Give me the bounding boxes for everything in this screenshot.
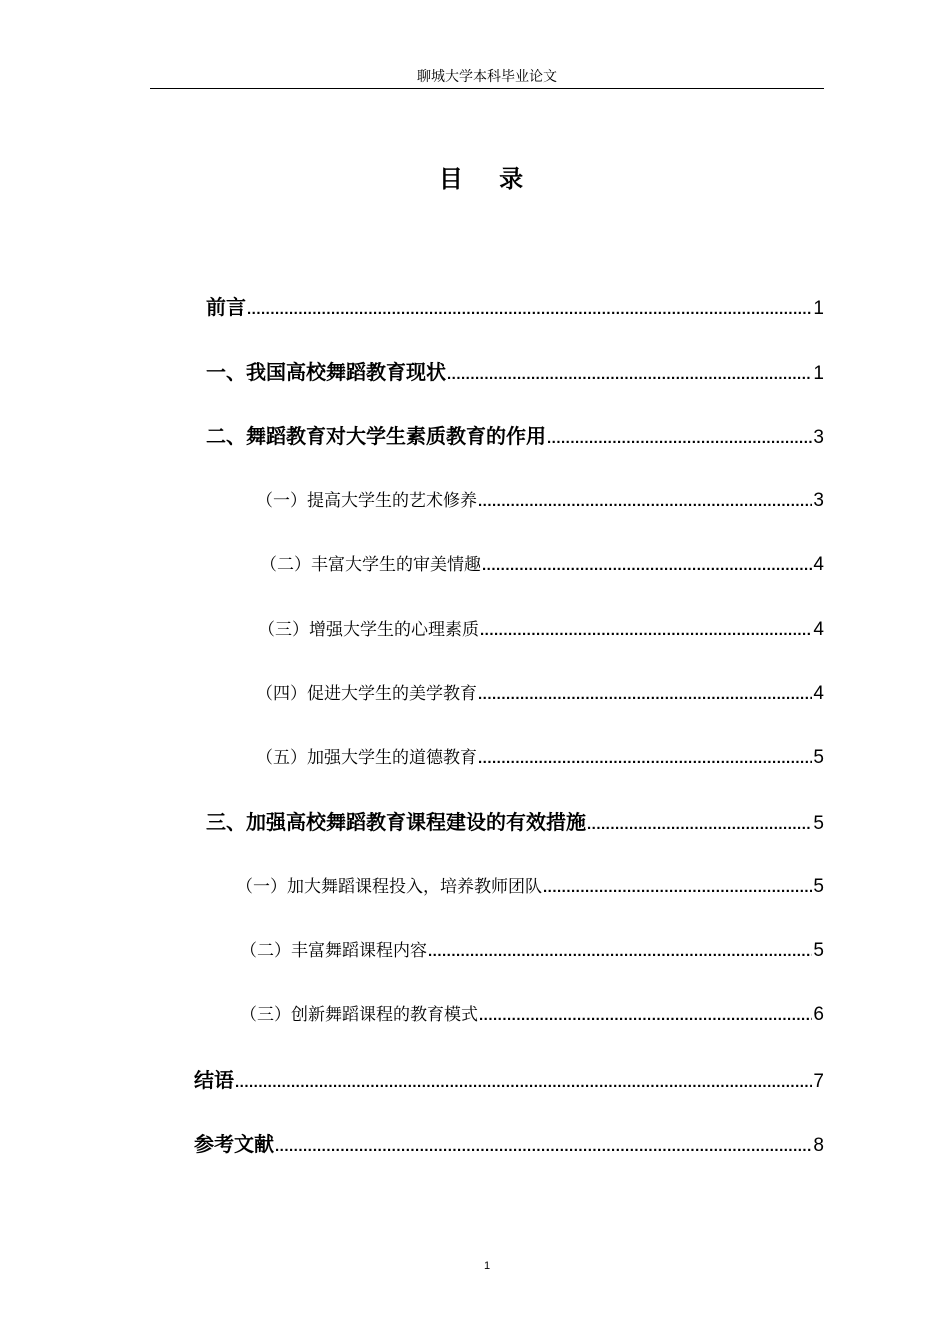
- dot-leader: [275, 1133, 812, 1161]
- toc-entry-chapter-2[interactable]: [206, 422, 824, 450]
- toc-entry-page: 5: [813, 940, 824, 961]
- dot-leader: [547, 425, 812, 453]
- toc-entry-label: （五）加强大学生的道德教育: [256, 748, 477, 768]
- toc-entry-label: （一）提高大学生的艺术修养: [256, 491, 477, 511]
- running-header: 聊城大学本科毕业论文: [417, 69, 557, 85]
- toc-entry-page: 8: [813, 1135, 824, 1156]
- dot-leader: [447, 361, 812, 389]
- toc-entry-section-2-4[interactable]: [256, 680, 824, 708]
- toc-entry-page: 4: [813, 554, 824, 575]
- dot-leader: [543, 874, 812, 902]
- toc-entry-chapter-3[interactable]: [206, 808, 824, 836]
- dot-leader: [480, 617, 812, 645]
- toc-entry-page: 1: [813, 298, 824, 319]
- toc-entry-conclusion[interactable]: [194, 1066, 824, 1094]
- toc-entry-section-2-3[interactable]: [258, 616, 824, 644]
- toc-entry-label: 结语: [194, 1068, 234, 1092]
- toc-entry-section-3-1[interactable]: [236, 873, 824, 901]
- dot-leader: [479, 1002, 812, 1030]
- toc-entry-label: 三、加强高校舞蹈教育课程建设的有效措施: [206, 810, 586, 834]
- toc-entry-page: 4: [813, 619, 824, 640]
- dot-leader: [478, 681, 812, 709]
- toc-entry-label: （三）增强大学生的心理素质: [258, 620, 479, 640]
- toc-entry-section-3-3[interactable]: [240, 1001, 824, 1029]
- toc-entry-label: （一）加大舞蹈课程投入，培养教师团队: [236, 877, 542, 897]
- toc-entry-page: 5: [813, 813, 824, 834]
- dot-leader: [235, 1069, 812, 1097]
- toc-entry-page: 5: [813, 747, 824, 768]
- dot-leader: [428, 938, 812, 966]
- toc-entry-label: （二）丰富大学生的审美情趣: [260, 555, 481, 575]
- toc-entry-section-3-2[interactable]: [240, 937, 824, 965]
- toc-entry-references[interactable]: [194, 1130, 824, 1158]
- toc-entry-page: 4: [813, 683, 824, 704]
- toc-entry-label: 二、舞蹈教育对大学生素质教育的作用: [206, 424, 546, 448]
- toc-entry-label: 前言: [206, 295, 246, 319]
- toc-entry-page: 3: [813, 490, 824, 511]
- toc-entry-page: 6: [813, 1004, 824, 1025]
- toc-entry-preface[interactable]: [206, 293, 824, 321]
- page-number: 1: [483, 1260, 491, 1272]
- dot-leader: [247, 296, 812, 324]
- toc-entry-section-2-5[interactable]: [256, 744, 824, 772]
- toc-entry-label: （三）创新舞蹈课程的教育模式: [240, 1005, 478, 1025]
- toc-entry-page: 5: [813, 876, 824, 897]
- toc-entry-label: 参考文献: [194, 1132, 274, 1156]
- toc-entry-section-2-2[interactable]: [260, 551, 824, 579]
- toc-entry-chapter-1[interactable]: [206, 358, 824, 386]
- dot-leader: [587, 811, 812, 839]
- toc-entry-label: （二）丰富舞蹈课程内容: [240, 941, 427, 961]
- toc-title: 目 录: [438, 165, 538, 193]
- toc-entry-label: （四）促进大学生的美学教育: [256, 684, 477, 704]
- toc-entry-page: 3: [813, 427, 824, 448]
- dot-leader: [478, 745, 812, 773]
- dot-leader: [482, 552, 812, 580]
- dot-leader: [478, 488, 812, 516]
- toc-entry-section-2-1[interactable]: [256, 487, 824, 515]
- toc-entry-page: 1: [813, 363, 824, 384]
- toc-entry-page: 7: [813, 1071, 824, 1092]
- toc-entry-label: 一、我国高校舞蹈教育现状: [206, 360, 446, 384]
